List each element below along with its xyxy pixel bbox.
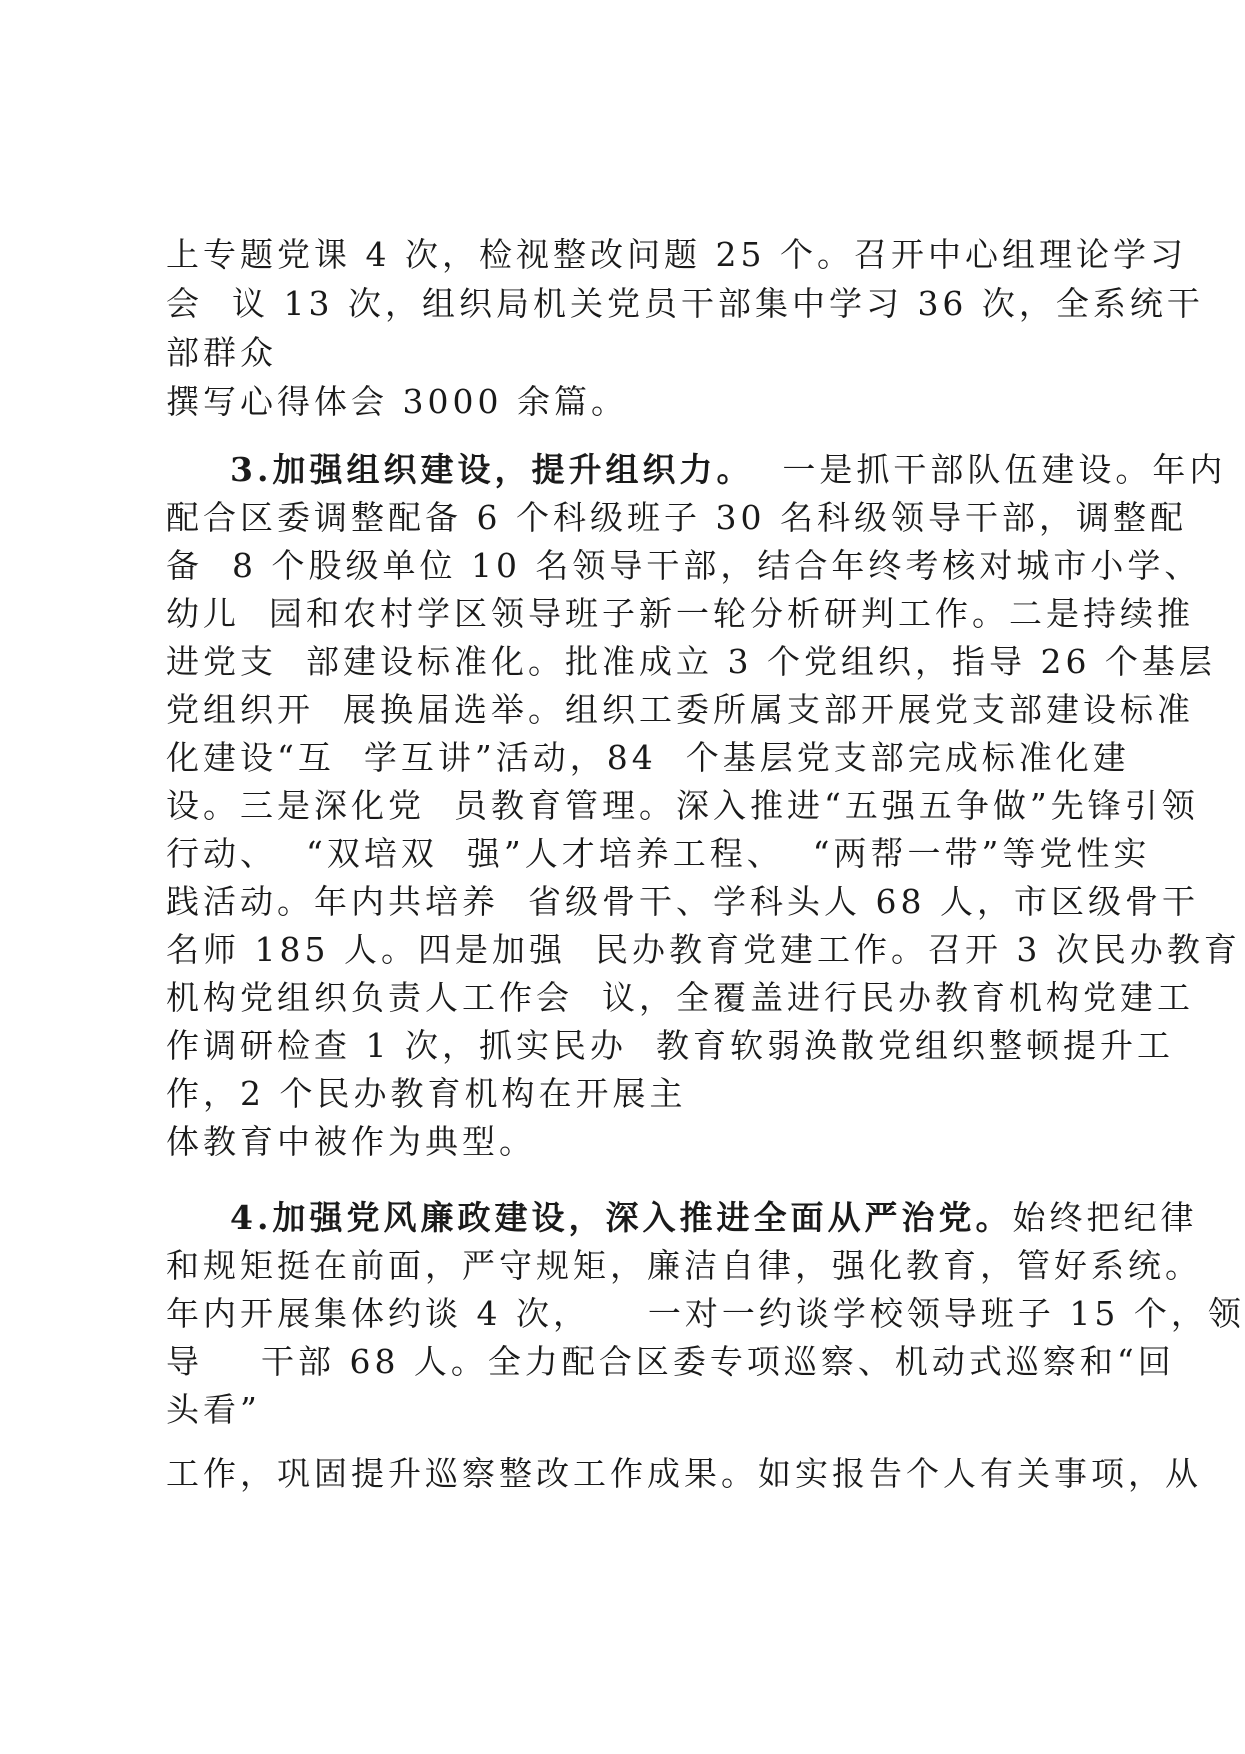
paragraph-2-first-line-text: 一是抓干部队伍建设。年内: [753, 450, 1227, 489]
paragraph-3-line-5: 头看”: [166, 1390, 261, 1429]
paragraph-2-line-11: 名师 185 人。四是加强 民办教育党建工作。召开 3 次民办教育: [166, 930, 1241, 969]
paragraph-1-line-2: 会 议 13 次，组织局机关党员干部集中学习 36 次，全系统干: [166, 284, 1204, 323]
paragraph-1-line-3: 部群众: [166, 333, 277, 372]
paragraph-1-line-4: 撰写心得体会 3000 余篇。: [166, 382, 628, 421]
section-3-heading: 3.加强组织建设，提升组织力。: [230, 450, 754, 489]
paragraph-2-line-12: 机构党组织负责人工作会 议，全覆盖进行民办教育机构党建工: [166, 978, 1194, 1017]
paragraph-2-line-15: 体教育中被作为典型。: [166, 1122, 536, 1161]
paragraph-2-line-14: 作，2 个民办教育机构在开展主: [166, 1074, 687, 1113]
paragraph-2-line-2: 配合区委调整配备 6 个科级班子 30 名科级领导干部，调整配: [166, 498, 1187, 537]
paragraph-3-line-3: 年内开展集体约谈 4 次， 一对一约谈学校领导班子 15 个，领: [166, 1294, 1245, 1333]
paragraph-2-line-5: 进党支 部建设标准化。批准成立 3 个党组织，指导 26 个基层: [166, 642, 1216, 681]
paragraph-3-first-line-text: 始终把纪律: [1012, 1198, 1198, 1237]
paragraph-3-line-1: [230, 1194, 1198, 1242]
paragraph-2-line-1: [230, 446, 1227, 494]
paragraph-2-line-7: 化建设“互 学互讲”活动，84 个基层党支部完成标准化建: [166, 738, 1130, 777]
paragraph-2-line-8: 设。三是深化党 员教育管理。深入推进“五强五争做”先锋引领: [166, 786, 1199, 825]
paragraph-2-line-3: 备 8 个股级单位 10 名领导干部，结合年终考核对城市小学、: [166, 546, 1202, 585]
section-4-heading: 4.加强党风廉政建设，深入推进全面从严治党。: [230, 1198, 1013, 1237]
paragraph-2-line-9: 行动、 “双培双 强”人才培养工程、 “两帮一带”等党性实: [166, 834, 1151, 873]
paragraph-2-line-13: 作调研检查 1 次，抓实民办 教育软弱涣散党组织整顿提升工: [166, 1026, 1174, 1065]
paragraph-1-line-1: 上专题党课 4 次，检视整改问题 25 个。召开中心组理论学习: [166, 235, 1187, 274]
paragraph-3-line-6: 工作，巩固提升巡察整改工作成果。如实报告个人有关事项，从: [166, 1454, 1202, 1493]
paragraph-3-line-2: 和规矩挺在前面，严守规矩，廉洁自律，强化教育，管好系统。: [166, 1246, 1202, 1285]
paragraph-2-line-10: 践活动。年内共培养 省级骨干、学科头人 68 人，市区级骨干: [166, 882, 1199, 921]
paragraph-3-line-4: 导 干部 68 人。全力配合区委专项巡察、机动式巡察和“回: [166, 1342, 1175, 1381]
paragraph-2-line-4: 幼儿 园和农村学区领导班子新一轮分析研判工作。二是持续推: [166, 594, 1194, 633]
paragraph-2-line-6: 党组织开 展换届选举。组织工委所属支部开展党支部建设标准: [166, 690, 1194, 729]
